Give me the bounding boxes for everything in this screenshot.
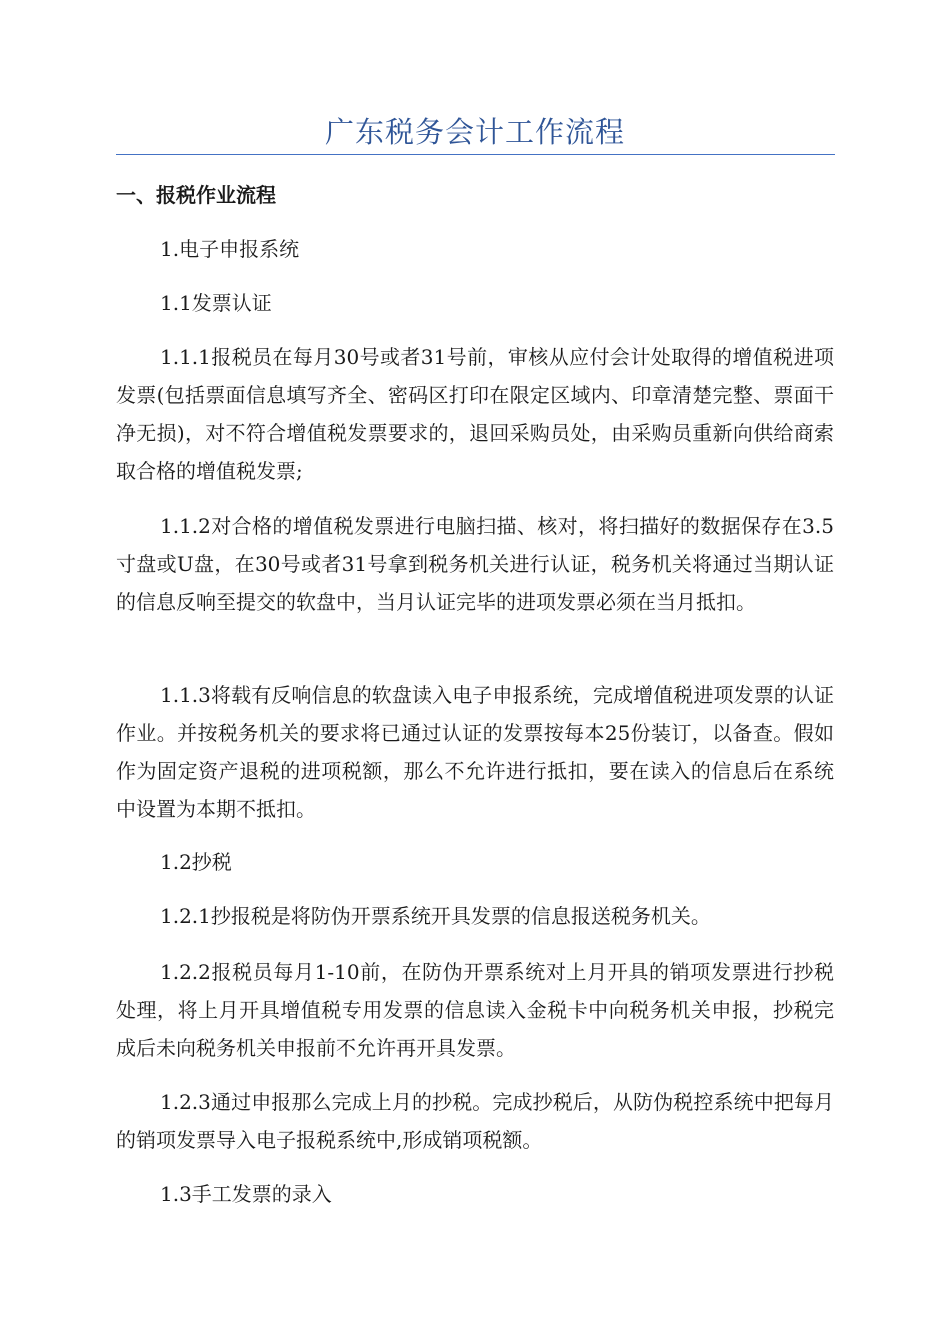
paragraph-1-1: 1.1发票认证 — [160, 291, 272, 315]
paragraph-1-3: 1.3手工发票的录入 — [160, 1182, 332, 1206]
paragraph-1-2-3: 1.2.3通过申报那么完成上月的抄税。完成抄税后，从防伪税控系统中把每月的销项发票导入电子报税系统中,形成销项税额。 — [116, 1090, 834, 1152]
paragraph-1-2: 1.2抄税 — [160, 850, 232, 874]
paragraph-1: 1.电子申报系统 — [160, 237, 300, 261]
title-underline — [116, 154, 835, 155]
paragraph-1-1-3: 1.1.3将载有反响信息的软盘读入电子申报系统，完成增值税进项发票的认证作业。并按税务机关的要求将已通过认证的发票按每本25份装订，以备查。假如作为固定资产退税的进项税额，那么不允许进行抵扣，要在读入的信息后在系统中设置为本期不抵扣。 — [116, 683, 834, 821]
paragraph-1-1-1: 1.1.1报税员在每月30号或者31号前，审核从应付会计处取得的增值税进项发票(包括票面信息填写齐全、密码区打印在限定区域内、印章清楚完整、票面干净无损)，对不符合增值税发票要求的，退回采购员处，由采购员重新向供给商索取合格的增值税发票; — [116, 345, 834, 483]
paragraph-1-2-1: 1.2.1抄报税是将防伪开票系统开具发票的信息报送税务机关。 — [160, 904, 711, 928]
paragraph-1-2-2: 1.2.2报税员每月1-10前，在防伪开票系统对上月开具的销项发票进行抄税处理，将上月开具增值税专用发票的信息读入金税卡中向税务机关申报，抄税完成后未向税务机关申报前不允许再开具发票。 — [116, 960, 834, 1060]
section-heading: 一、报税作业流程 — [116, 183, 276, 207]
document-title: 广东税务会计工作流程 — [324, 115, 625, 149]
paragraph-1-1-2: 1.1.2对合格的增值税发票进行电脑扫描、核对，将扫描好的数据保存在3.5寸盘或U盘，在30号或者31号拿到税务机关进行认证，税务机关将通过当期认证的信息反响至提交的软盘中，当月认证完毕的进项发票必须在当月抵扣。 — [116, 514, 834, 614]
